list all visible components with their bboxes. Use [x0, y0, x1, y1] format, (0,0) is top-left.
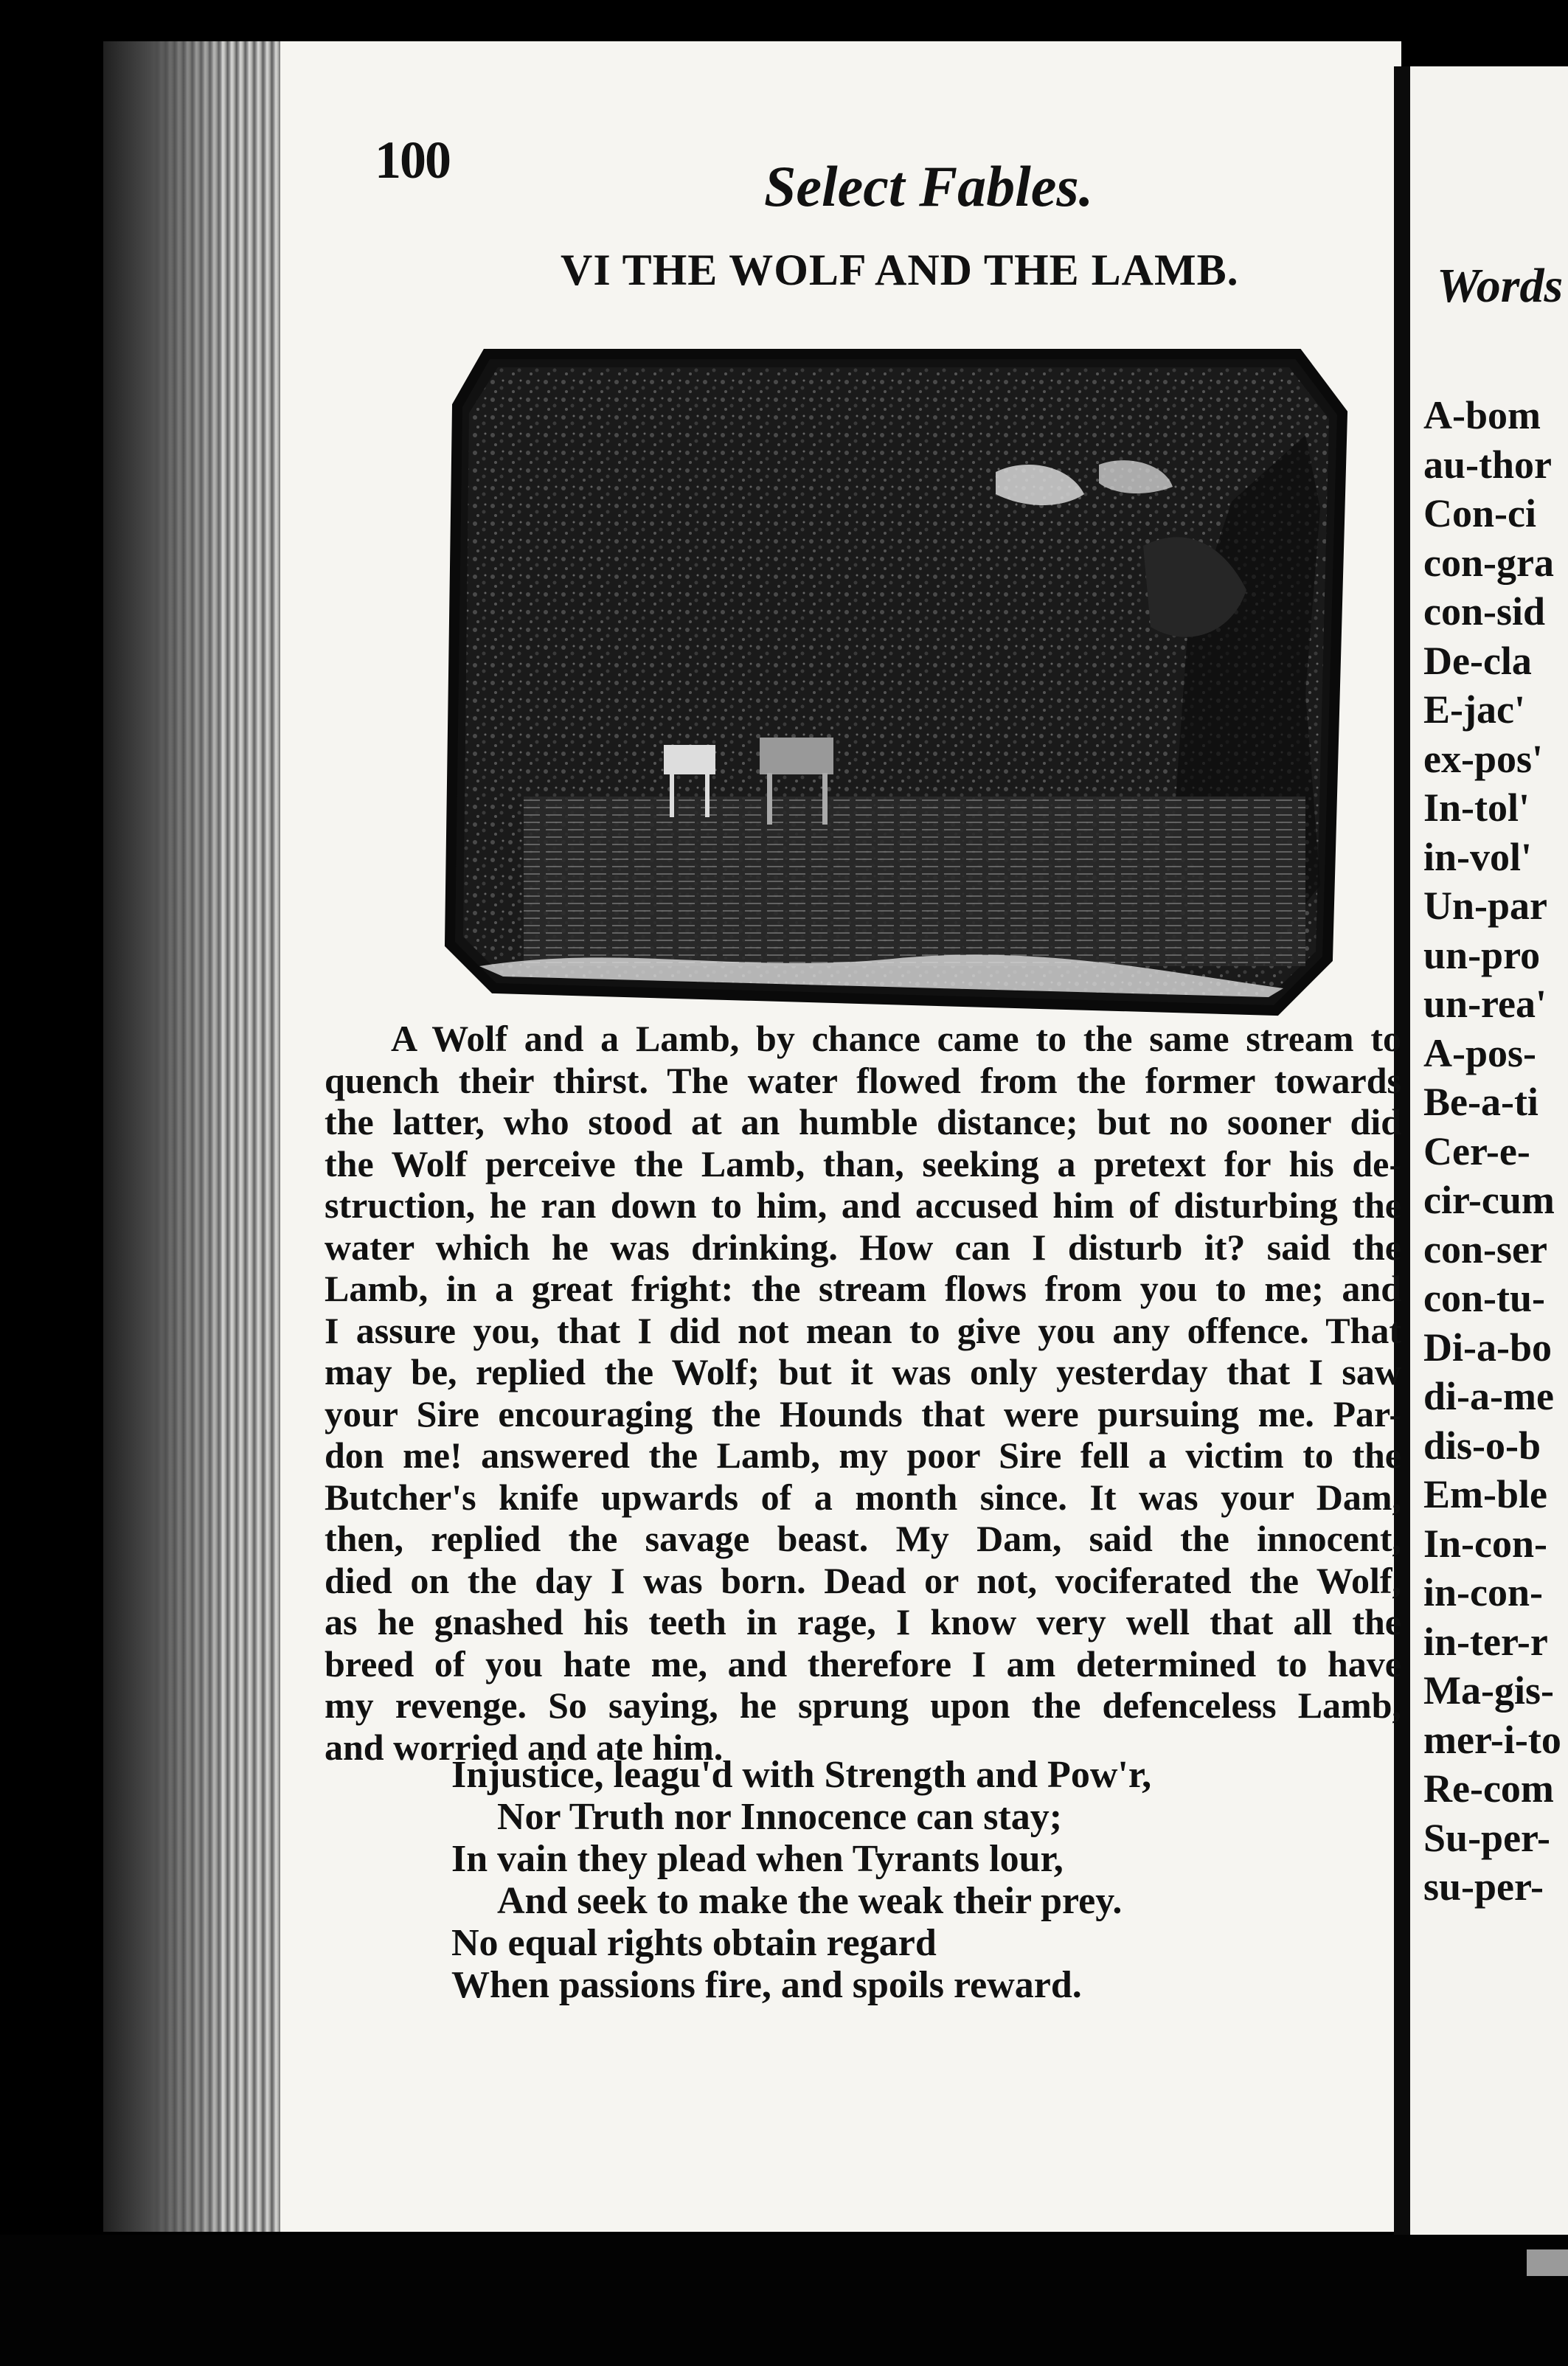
verse-line: When passions fire, and spoils reward. — [451, 1964, 1082, 2006]
word-list-item: un-rea' — [1423, 982, 1547, 1026]
word-list-item: in-con- — [1423, 1570, 1543, 1614]
word-list-item: Re-com — [1423, 1766, 1554, 1811]
word-list-item: un-pro — [1423, 932, 1541, 977]
prose-line: the latter, who stood at an humble distance; but no sooner did — [325, 1101, 1401, 1142]
prose-line: died on the day I was born. Dead or not, vociferated the Wolf, — [325, 1559, 1401, 1601]
prose-line: as he gnashed his teeth in rage, I know very well that all the — [325, 1601, 1401, 1642]
prose-line: may be, replied the Wolf; but it was only yesterday that I saw — [325, 1351, 1401, 1392]
moral-verse — [451, 1754, 1151, 2006]
prose-line: A Wolf and a Lamb, by chance came to the same stream to — [391, 1018, 1401, 1059]
scan-border — [0, 2235, 1568, 2366]
scan-corner — [1527, 2249, 1568, 2276]
word-list-item: mer-i-to — [1423, 1717, 1561, 1762]
page-edge-shadow — [103, 41, 221, 2232]
woodcut-illustration — [435, 325, 1350, 1018]
prose-line: don me! answered the Lamb, my poor Sire fell a victim to the — [325, 1434, 1401, 1476]
verse-line: Nor Truth nor Innocence can stay; — [497, 1796, 1063, 1838]
word-list-item: E-jac' — [1423, 687, 1525, 732]
word-list-item: De-cla — [1423, 638, 1532, 683]
word-list-item: dis-o-b — [1423, 1423, 1541, 1468]
word-list-item: Cer-e- — [1423, 1128, 1530, 1173]
verse-line: And seek to make the weak their prey. — [497, 1880, 1123, 1922]
verse-line: No equal rights obtain regard — [451, 1922, 937, 1964]
running-head: Select Fables. — [764, 154, 1094, 218]
word-list-item: Be-a-ti — [1423, 1080, 1538, 1124]
word-list-item: In-tol' — [1423, 785, 1530, 830]
word-list-item: con-ser — [1423, 1227, 1547, 1272]
word-list-item: Un-par — [1423, 884, 1548, 928]
word-list-item: su-per- — [1423, 1864, 1544, 1909]
fable-title: VI THE WOLF AND THE LAMB. — [561, 246, 1239, 294]
word-list-item: Con-ci — [1423, 491, 1536, 535]
word-list-item: di-a-me — [1423, 1374, 1554, 1418]
word-list-item: au-thor — [1423, 442, 1552, 487]
word-list-item: con-gra — [1423, 540, 1554, 585]
prose-line: Lamb, in a great fright: the stream flows from you to me; and — [325, 1268, 1401, 1309]
word-list-item: Su-per- — [1423, 1815, 1550, 1860]
word-list-item: cir-cum — [1423, 1178, 1555, 1222]
prose-line: Butcher's knife upwards of a month since. It was your Dam, — [325, 1476, 1401, 1518]
word-list-item: In-con- — [1423, 1521, 1548, 1566]
prose-line: your Sire encouraging the Hounds that were pursuing me. Par- — [325, 1392, 1401, 1434]
right-page-title: Words — [1437, 259, 1564, 313]
prose-line: I assure you, that I did not mean to give you any offence. That — [325, 1309, 1401, 1351]
page-number: 100 — [375, 131, 450, 190]
word-list-item: in-vol' — [1423, 834, 1533, 879]
prose-line: the Wolf perceive the Lamb, than, seeking a pretext for his de- — [325, 1142, 1401, 1184]
word-list-item: ex-pos' — [1423, 736, 1543, 781]
word-list-item: A-pos- — [1423, 1030, 1537, 1075]
word-list-item: in-ter-r — [1423, 1619, 1548, 1664]
prose-line: breed of you hate me, and therefore I am determined to have — [325, 1642, 1401, 1685]
prose-line: and worried and ate him. — [325, 1726, 724, 1768]
prose-line: struction, he ran down to him, and accused him of disturbing the — [325, 1184, 1401, 1226]
prose-line: quench their thirst. The water flowed from the former towards — [325, 1059, 1401, 1101]
word-list-item: con-sid — [1423, 589, 1546, 634]
word-list — [1423, 391, 1561, 1912]
verse-line: In vain they plead when Tyrants lour, — [451, 1838, 1064, 1880]
word-list-item: con-tu- — [1423, 1276, 1545, 1320]
fable-text — [325, 1018, 1401, 1768]
verse-line: Injustice, leagu'd with Strength and Pow'r, — [451, 1754, 1152, 1796]
word-list-item: Ma-gis- — [1423, 1668, 1554, 1713]
prose-line: water which he was drinking. How can I disturb it? said the — [325, 1226, 1401, 1268]
word-list-item: Em-ble — [1423, 1472, 1547, 1516]
word-list-item: Di-a-bo — [1423, 1325, 1552, 1370]
prose-line: then, replied the savage beast. My Dam, said the innocent, — [325, 1518, 1401, 1559]
prose-line: my revenge. So saying, he sprung upon the defenceless Lamb, — [325, 1685, 1401, 1726]
word-list-item: A-bom — [1423, 393, 1541, 437]
